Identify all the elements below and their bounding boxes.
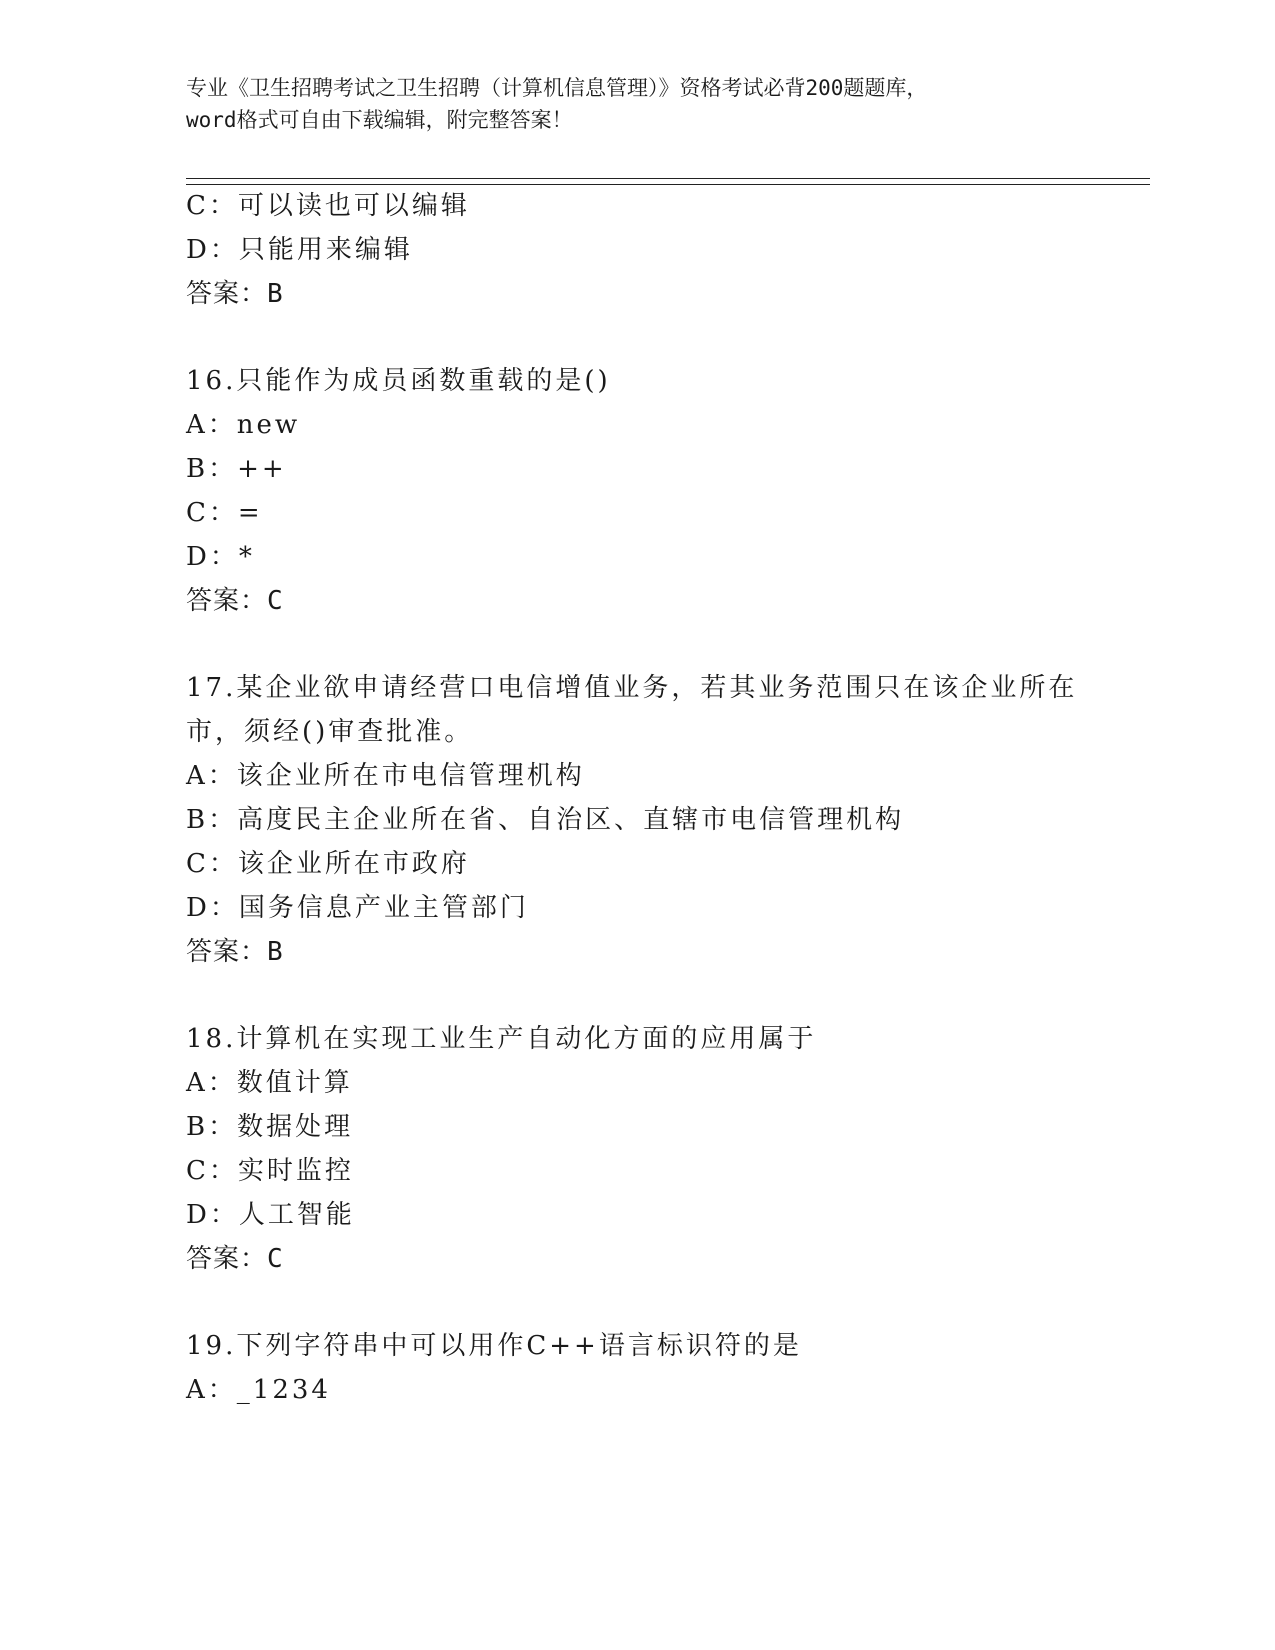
q16-option-c: C：= bbox=[186, 498, 263, 528]
q18-option-a: A：数值计算 bbox=[186, 1068, 353, 1098]
q15-option-c: C：可以读也可以编辑 bbox=[186, 191, 470, 221]
header-rule-bottom bbox=[186, 184, 1150, 185]
q17-option-b: B：高度民主企业所在省、自治区、直辖市电信管理机构 bbox=[186, 805, 905, 835]
q18-stem: 18.计算机在实现工业生产自动化方面的应用属于 bbox=[186, 1024, 817, 1054]
q17-option-a: A：该企业所在市电信管理机构 bbox=[186, 761, 585, 791]
q15-option-d: D：只能用来编辑 bbox=[186, 235, 413, 265]
q16-stem: 16.只能作为成员函数重载的是() bbox=[186, 366, 611, 396]
q17-option-c: C：该企业所在市政府 bbox=[186, 849, 470, 879]
q18-option-b: B：数据处理 bbox=[186, 1112, 354, 1142]
q16-answer: 答案：C bbox=[186, 586, 284, 616]
q17-stem-line-1: 17.某企业欲申请经营口电信增值业务，若其业务范围只在该企业所在 bbox=[186, 673, 1078, 703]
q19-stem: 19.下列字符串中可以用作C++语言标识符的是 bbox=[186, 1331, 802, 1361]
header-rule-top bbox=[186, 178, 1150, 179]
q16-option-a: A：new bbox=[186, 410, 301, 440]
q18-option-d: D：人工智能 bbox=[186, 1200, 355, 1230]
header-line-2: word格式可自由下载编辑，附完整答案！ bbox=[186, 108, 573, 132]
q19-option-a: A：_1234 bbox=[186, 1375, 331, 1405]
q18-option-c: C：实时监控 bbox=[186, 1156, 354, 1186]
header-line-1: 专业《卫生招聘考试之卫生招聘（计算机信息管理）》资格考试必背200题题库， bbox=[186, 76, 928, 100]
q17-option-d: D：国务信息产业主管部门 bbox=[186, 893, 529, 923]
q18-answer: 答案：C bbox=[186, 1244, 284, 1274]
q15-answer: 答案：B bbox=[186, 279, 284, 309]
q17-stem-line-2: 市，须经()审查批准。 bbox=[186, 717, 474, 747]
q17-answer: 答案：B bbox=[186, 937, 284, 967]
q16-option-d: D：* bbox=[186, 542, 255, 572]
document-header bbox=[186, 72, 1086, 136]
q16-option-b: B：++ bbox=[186, 454, 287, 484]
